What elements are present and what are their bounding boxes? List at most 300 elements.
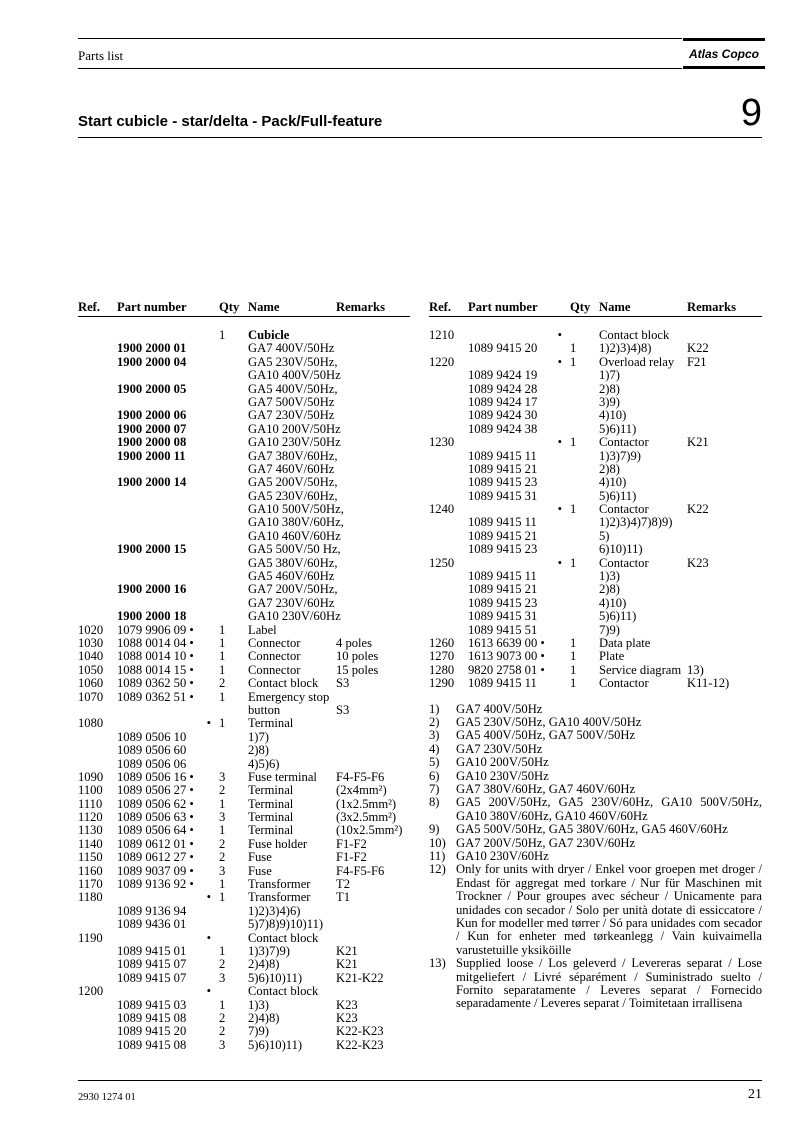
remarks-cell: K22 — [687, 502, 709, 517]
footnote — [429, 837, 762, 850]
part-number-cell: 9820 2758 01 • — [468, 662, 545, 677]
table-row — [78, 597, 410, 610]
ref-cell — [78, 583, 117, 596]
footnote — [429, 850, 762, 863]
qty-cell — [570, 409, 599, 422]
table-row — [78, 543, 410, 556]
name-cell: GA10 460V/60Hz — [248, 528, 341, 543]
part-number-cell: 1089 0362 50 • — [117, 676, 194, 691]
remarks-cell: 4 poles — [336, 635, 373, 650]
footnote-text: GA5 200V/50Hz, GA5 230V/60Hz, GA10 500V/50Hz, GA10 380V/60Hz, GA10 460V/60Hz — [456, 795, 762, 823]
footnotes — [429, 703, 762, 1011]
name-cell: GA7 400V/50Hz — [248, 341, 335, 356]
name-cell: 5) — [599, 528, 610, 543]
qty-cell: 1 — [570, 649, 577, 664]
ref-cell — [429, 624, 468, 637]
name-cell: Service diagram — [599, 662, 682, 677]
table-row — [78, 905, 410, 918]
name-cell: GA5 460V/60Hz — [248, 569, 335, 584]
table-row — [429, 597, 762, 610]
table-row — [78, 369, 410, 382]
qty-cell: 2 — [219, 676, 226, 691]
col-part-number: Part number — [468, 299, 538, 314]
footnote-text: GA5 500V/50Hz, GA5 380V/60Hz, GA5 460V/60Hz — [456, 822, 728, 837]
name-cell: 4)10) — [599, 595, 627, 610]
qty-cell — [219, 570, 248, 583]
table-row — [429, 624, 762, 637]
table-row — [78, 342, 410, 355]
remarks-cell: 13) — [687, 662, 704, 677]
name-cell: 5)6)11) — [599, 609, 637, 624]
footnote — [429, 957, 762, 1011]
name-cell: 5)6)10)11) — [248, 970, 303, 985]
name-cell: 2)8) — [599, 381, 620, 396]
table-row — [78, 664, 410, 677]
ref-cell — [78, 758, 117, 771]
name-cell: Overload relay — [599, 354, 675, 369]
table-row — [78, 423, 410, 436]
footnote — [429, 756, 762, 769]
remarks-cell: F1-F2 — [336, 836, 367, 851]
footnote-number: 11) — [429, 849, 446, 864]
ref-cell — [429, 369, 468, 382]
table-row — [78, 503, 410, 516]
col-name: Name — [599, 299, 631, 314]
qty-cell — [219, 704, 248, 717]
remarks-cell: K21-K22 — [336, 970, 384, 985]
qty-cell — [219, 342, 248, 355]
qty-cell: 1 — [219, 877, 226, 892]
ref-cell — [78, 597, 117, 610]
footnote-text: GA5 230V/50Hz, GA10 400V/50Hz — [456, 714, 642, 729]
qty-cell — [570, 597, 599, 610]
page-number: 21 — [748, 1087, 762, 1102]
qty-cell — [570, 490, 599, 503]
ref-cell — [429, 530, 468, 543]
col-ref: Ref. — [78, 299, 101, 314]
table-row — [429, 463, 762, 476]
qty-cell: 1 — [219, 662, 226, 677]
remarks-cell: T1 — [336, 890, 350, 905]
ref-cell — [429, 423, 468, 436]
table-row — [78, 356, 410, 369]
table-row — [429, 530, 762, 543]
ref-cell — [429, 342, 468, 355]
name-cell: Fuse terminal — [248, 769, 317, 784]
name-cell: Data plate — [599, 635, 651, 650]
qty-cell: 2 — [219, 836, 226, 851]
part-number-cell: 1089 0506 10 — [117, 729, 187, 744]
ref-cell — [78, 342, 117, 355]
part-number-cell: 1900 2000 14 — [117, 475, 187, 490]
ref-cell: 1060 — [78, 676, 104, 691]
qty-cell — [570, 516, 599, 529]
footnote — [429, 729, 762, 742]
footnote — [429, 783, 762, 796]
footnote-number: 9) — [429, 822, 440, 837]
qty-cell — [570, 423, 599, 436]
name-cell: 1)3)7)9) — [248, 943, 290, 958]
ref-cell: 1290 — [429, 676, 455, 691]
table-row — [78, 838, 410, 851]
remarks-cell: S3 — [336, 676, 350, 691]
name-cell: Terminal — [248, 783, 294, 798]
table-row — [429, 383, 762, 396]
col-qty: Qty — [570, 299, 591, 314]
table-row — [78, 731, 410, 744]
footnote — [429, 743, 762, 756]
table-row — [78, 476, 410, 489]
name-cell: GA5 230V/60Hz, — [248, 488, 338, 503]
document-number: 2930 1274 01 — [78, 1092, 136, 1103]
part-number-cell: 1089 9415 03 — [117, 997, 187, 1012]
name-cell: 5)7)8)9)10)11) — [248, 917, 324, 932]
name-cell: 1)2)3)4)8) — [599, 341, 652, 356]
table-row — [78, 758, 410, 771]
ref-cell: 1020 — [78, 622, 104, 637]
name-cell: Cubicle — [248, 328, 290, 342]
footnote-number: 5) — [429, 755, 440, 770]
table-row — [429, 664, 762, 677]
qty-cell: 2 — [219, 783, 226, 798]
qty-cell — [219, 423, 248, 436]
table-row — [78, 878, 410, 891]
name-cell: 6)10)11) — [599, 542, 643, 557]
part-number-cell: 1089 9136 92 • — [117, 877, 194, 892]
part-number-cell: • — [206, 984, 211, 999]
table-row — [78, 999, 410, 1012]
table-row — [78, 972, 410, 985]
ref-cell — [429, 583, 468, 596]
qty-cell: 1 — [570, 435, 577, 450]
page-title: Start cubicle - star/delta - Pack/Full-feature — [78, 113, 383, 130]
name-cell: Terminal — [248, 796, 294, 811]
title-rule — [78, 137, 762, 138]
ref-cell — [429, 490, 468, 503]
name-cell: 1)7) — [599, 368, 620, 383]
qty-cell — [219, 610, 248, 623]
table-row — [78, 744, 410, 757]
part-number-cell: 1089 9415 23 — [468, 475, 538, 490]
qty-cell: 1 — [570, 676, 577, 691]
table-row — [429, 476, 762, 489]
name-cell: Contact block — [248, 676, 319, 691]
table-row — [78, 865, 410, 878]
remarks-cell: K21 — [336, 943, 358, 958]
ref-cell: 1030 — [78, 635, 104, 650]
part-number-cell: 1089 9415 23 — [468, 542, 538, 557]
qty-cell — [570, 624, 599, 637]
ref-cell: 1240 — [429, 502, 455, 517]
ref-cell: 1070 — [78, 689, 104, 704]
qty-cell — [219, 543, 248, 556]
part-number-cell — [117, 503, 219, 516]
ref-cell: 1120 — [78, 810, 103, 825]
table-row — [429, 543, 762, 556]
table-row — [78, 610, 410, 623]
ref-cell — [78, 744, 117, 757]
ref-cell — [429, 463, 468, 476]
ref-cell: 1170 — [78, 877, 103, 892]
ref-cell — [78, 570, 117, 583]
table-row — [78, 771, 410, 784]
ref-cell — [78, 516, 117, 529]
part-number-cell: • — [557, 354, 562, 369]
name-cell: Connector — [248, 635, 301, 650]
name-cell: GA10 400V/50Hz — [248, 368, 341, 383]
part-number-cell — [117, 597, 219, 610]
remarks-cell: K23 — [336, 997, 358, 1012]
qty-cell — [570, 543, 599, 556]
table-row — [429, 450, 762, 463]
ref-cell: 1150 — [78, 850, 103, 865]
part-number-cell: 1089 9424 17 — [468, 394, 538, 409]
part-number-cell — [117, 530, 219, 543]
qty-cell: 1 — [219, 328, 226, 342]
ref-cell: 1110 — [78, 796, 103, 811]
table-row — [78, 677, 410, 690]
qty-cell — [219, 516, 248, 529]
table-row — [429, 570, 762, 583]
qty-cell: 1 — [219, 823, 226, 838]
name-cell: 3)9) — [599, 394, 620, 409]
qty-cell: 1 — [570, 502, 577, 517]
part-number-cell — [117, 516, 219, 529]
header-bottom-rule — [78, 68, 682, 69]
qty-cell: 3 — [219, 863, 226, 878]
ref-cell: 1260 — [429, 635, 455, 650]
name-cell: 5)6)11) — [599, 488, 637, 503]
part-number-cell: 1089 9415 01 — [117, 943, 187, 958]
table-row — [78, 811, 410, 824]
table-row — [78, 583, 410, 596]
qty-cell — [219, 758, 248, 771]
name-cell: GA7 230V/60Hz — [248, 595, 335, 610]
ref-cell: 1100 — [78, 783, 103, 798]
qty-cell — [570, 530, 599, 543]
ref-cell: 1130 — [78, 823, 103, 838]
remarks-cell: K22-K23 — [336, 1037, 384, 1052]
part-number-cell: 1089 9415 08 — [117, 1010, 187, 1025]
part-number-cell: 1900 2000 04 — [117, 354, 187, 369]
remarks-cell: K23 — [336, 1010, 358, 1025]
ref-cell: 1200 — [78, 984, 104, 999]
qty-cell: 1 — [219, 796, 226, 811]
table-row — [78, 383, 410, 396]
qty-cell — [219, 744, 248, 757]
name-cell: 1)3) — [599, 569, 620, 584]
part-number-cell: 1089 0506 60 — [117, 743, 187, 758]
part-number-cell: 1900 2000 11 — [117, 448, 186, 463]
qty-cell — [570, 583, 599, 596]
name-cell: GA5 230V/50Hz, — [248, 354, 338, 369]
name-cell: Contact block — [248, 930, 319, 945]
remarks-cell: F1-F2 — [336, 850, 367, 865]
ref-cell: 1210 — [429, 328, 455, 342]
name-cell: Terminal — [248, 810, 294, 825]
name-cell: Fuse — [248, 850, 272, 865]
footnote-number: 3) — [429, 728, 440, 743]
name-cell: Terminal — [248, 716, 294, 731]
qty-cell: 1 — [570, 354, 577, 369]
table-row — [429, 650, 762, 663]
qty-cell: 1 — [219, 622, 226, 637]
name-cell: Connector — [248, 662, 301, 677]
footnote-text: GA10 230V/50Hz — [456, 768, 549, 783]
qty-cell: 1 — [570, 341, 577, 356]
part-number-cell: 1613 6639 00 • — [468, 635, 545, 650]
name-cell: Label — [248, 622, 277, 637]
name-cell: Contact block — [599, 328, 670, 342]
qty-cell — [219, 583, 248, 596]
table-row — [429, 423, 762, 436]
name-cell: Connector — [248, 649, 301, 664]
ref-cell: 1050 — [78, 662, 104, 677]
table-row — [78, 557, 410, 570]
table-row — [78, 637, 410, 650]
footnote-text: GA5 400V/50Hz, GA7 500V/50Hz — [456, 728, 636, 743]
name-cell: 4)5)6) — [248, 756, 280, 771]
name-cell: Contact block — [248, 984, 319, 999]
name-cell: button — [248, 702, 281, 717]
qty-cell: 1 — [570, 662, 577, 677]
table-row — [78, 450, 410, 463]
qty-cell: 2 — [219, 957, 226, 972]
part-number-cell: 1089 9415 21 — [468, 528, 538, 543]
table-header — [78, 298, 410, 314]
remarks-cell: (3x2.5mm²) — [336, 810, 397, 825]
name-cell: 1)3) — [248, 997, 269, 1012]
qty-cell: 3 — [219, 970, 226, 985]
name-cell: GA10 230V/50Hz — [248, 435, 341, 450]
part-number-cell: 1613 9073 00 • — [468, 649, 545, 664]
footer-rule — [78, 1080, 762, 1081]
ref-cell — [78, 999, 117, 1012]
part-number-cell: 1900 2000 15 — [117, 542, 187, 557]
col-remarks: Remarks — [687, 299, 736, 314]
ref-cell — [78, 476, 117, 489]
footnote-number: 12) — [429, 862, 446, 877]
name-cell: Fuse holder — [248, 836, 308, 851]
footnote-text: GA10 230V/60Hz — [456, 849, 549, 864]
part-number-cell: 1088 0014 10 • — [117, 649, 194, 664]
ref-cell — [78, 423, 117, 436]
qty-cell: 3 — [219, 810, 226, 825]
qty-cell — [219, 450, 248, 463]
qty-cell — [570, 463, 599, 476]
part-number-cell — [117, 557, 219, 570]
ref-cell: 1230 — [429, 435, 455, 450]
table-row — [429, 610, 762, 623]
name-cell: GA5 200V/50Hz, — [248, 475, 338, 490]
qty-cell: 1 — [219, 943, 226, 958]
qty-cell — [219, 731, 248, 744]
part-number-cell: 1089 0612 01 • — [117, 836, 194, 851]
part-number-cell: 1089 9415 08 — [117, 1037, 187, 1052]
footnote-text: GA7 200V/50Hz, GA7 230V/60Hz — [456, 835, 636, 850]
brand-text: Atlas Copco — [688, 47, 760, 61]
name-cell: GA7 230V/50Hz — [248, 408, 335, 423]
name-cell: Contactor — [599, 435, 649, 450]
footnote — [429, 823, 762, 836]
qty-cell — [219, 409, 248, 422]
remarks-cell: K21 — [687, 435, 709, 450]
ref-cell: 1280 — [429, 662, 455, 677]
footnote — [429, 703, 762, 716]
part-number-cell: 1900 2000 05 — [117, 381, 187, 396]
name-cell: 1)2)3)4)7)8)9) — [599, 515, 673, 530]
footnote-number: 13) — [429, 956, 446, 971]
table-row — [78, 516, 410, 529]
part-number-cell — [117, 369, 219, 382]
ref-cell — [78, 905, 117, 918]
table-row — [429, 637, 762, 650]
qty-cell — [570, 383, 599, 396]
name-cell: 2)4)8) — [248, 1010, 280, 1025]
table-row — [78, 624, 410, 637]
table-row — [429, 356, 762, 369]
part-number-cell: 1089 0612 27 • — [117, 850, 194, 865]
part-number-cell — [117, 396, 219, 409]
ref-cell — [78, 557, 117, 570]
part-number-cell: 1089 9424 28 — [468, 381, 538, 396]
remarks-cell: F4-F5-F6 — [336, 769, 385, 784]
name-cell: Terminal — [248, 823, 294, 838]
ref-cell: 1220 — [429, 354, 455, 369]
part-number-cell: • — [206, 716, 211, 731]
ref-cell — [78, 543, 117, 556]
part-number-cell: • — [557, 502, 562, 517]
part-number-cell: 1900 2000 18 — [117, 609, 187, 624]
footnote-text: GA7 230V/50Hz — [456, 741, 543, 756]
ref-cell — [429, 543, 468, 556]
name-cell: GA7 200V/50Hz, — [248, 582, 338, 597]
table-row — [78, 1012, 410, 1025]
remarks-cell: F21 — [687, 354, 707, 369]
table-body — [78, 329, 410, 1052]
qty-cell — [219, 396, 248, 409]
name-cell: GA10 230V/60Hz — [248, 609, 341, 624]
table-row — [78, 396, 410, 409]
footnote-number: 10) — [429, 835, 446, 850]
section-label: Parts list — [78, 48, 124, 63]
name-cell: 4)10) — [599, 475, 627, 490]
name-cell: GA10 200V/50Hz — [248, 421, 341, 436]
qty-cell: 1 — [219, 649, 226, 664]
name-cell: GA7 460V/60Hz — [248, 461, 335, 476]
name-cell: GA5 400V/50Hz, — [248, 381, 338, 396]
name-cell: 1)3)7)9) — [599, 448, 641, 463]
table-row — [78, 1039, 410, 1052]
ref-cell: 1190 — [78, 930, 103, 945]
qty-cell: 1 — [219, 716, 226, 731]
table-row — [78, 691, 410, 704]
part-number-cell: 1079 9906 09 • — [117, 622, 194, 637]
table-row — [78, 958, 410, 971]
footnote-number: 7) — [429, 781, 440, 796]
name-cell: 2)8) — [599, 461, 620, 476]
part-number-cell: • — [206, 890, 211, 905]
name-cell: Transformer — [248, 877, 311, 892]
name-cell: GA5 500V/50 Hz, — [248, 542, 341, 557]
remarks-cell: F4-F5-F6 — [336, 863, 385, 878]
name-cell: GA7 500V/50Hz — [248, 394, 335, 409]
footnote-text: GA10 200V/50Hz — [456, 755, 549, 770]
qty-cell: 3 — [219, 1037, 226, 1052]
table-row — [429, 396, 762, 409]
name-cell: GA10 500V/50Hz, — [248, 502, 344, 517]
part-number-cell: 1900 2000 16 — [117, 582, 187, 597]
